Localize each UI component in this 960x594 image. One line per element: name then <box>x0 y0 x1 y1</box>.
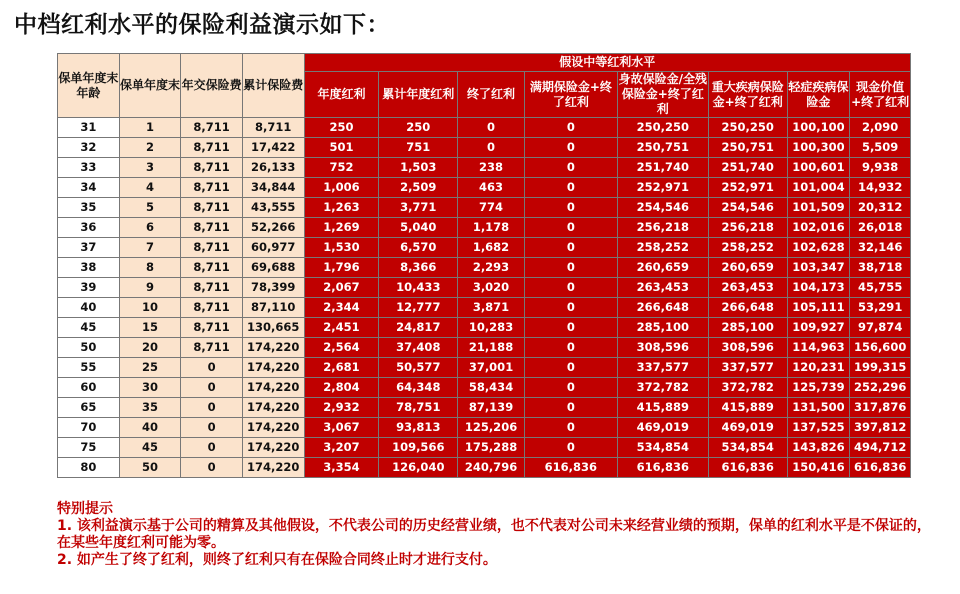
table-cell: 8,711 <box>181 258 243 278</box>
table-cell: 25 <box>119 358 181 378</box>
table-cell: 285,100 <box>708 318 787 338</box>
table-cell: 109,927 <box>787 318 850 338</box>
table-cell: 87,139 <box>458 398 525 418</box>
table-cell: 0 <box>524 278 617 298</box>
table-cell: 0 <box>524 118 617 138</box>
table-cell: 102,628 <box>787 238 850 258</box>
table-cell: 2,932 <box>304 398 379 418</box>
header-annual-premium: 年交保险费 <box>181 54 243 118</box>
table-cell: 0 <box>524 318 617 338</box>
table-cell: 105,111 <box>787 298 850 318</box>
table-cell: 55 <box>58 358 120 378</box>
note-item-2: 2. 如产生了终了红利，则终了红利只有在保险合同终止时才进行支付。 <box>57 552 497 568</box>
table-cell: 17,422 <box>242 138 304 158</box>
benefit-table <box>57 53 911 478</box>
table-cell: 256,218 <box>617 218 708 238</box>
table-cell: 8 <box>119 258 181 278</box>
table-cell: 8,366 <box>379 258 458 278</box>
table-cell: 174,220 <box>242 378 304 398</box>
table-cell: 0 <box>458 138 525 158</box>
table-cell: 260,659 <box>617 258 708 278</box>
table-cell: 501 <box>304 138 379 158</box>
table-cell: 174,220 <box>242 358 304 378</box>
table-cell: 31 <box>58 118 120 138</box>
table-cell: 58,434 <box>458 378 525 398</box>
table-cell: 469,019 <box>617 418 708 438</box>
table-cell: 0 <box>524 218 617 238</box>
table-cell: 774 <box>458 198 525 218</box>
table-cell: 8,711 <box>181 178 243 198</box>
table-cell: 0 <box>524 258 617 278</box>
table-row <box>58 418 911 438</box>
table-cell: 131,500 <box>787 398 850 418</box>
table-cell: 39 <box>58 278 120 298</box>
table-cell: 87,110 <box>242 298 304 318</box>
table-cell: 101,509 <box>787 198 850 218</box>
table-cell: 0 <box>181 398 243 418</box>
table-cell: 8,711 <box>181 218 243 238</box>
table-cell: 238 <box>458 158 525 178</box>
table-cell: 75 <box>58 438 120 458</box>
table-cell: 69,688 <box>242 258 304 278</box>
table-cell: 256,218 <box>708 218 787 238</box>
table-cell: 0 <box>181 458 243 478</box>
table-cell: 266,648 <box>617 298 708 318</box>
table-cell: 10,283 <box>458 318 525 338</box>
table-cell: 616,836 <box>708 458 787 478</box>
table-cell: 37,408 <box>379 338 458 358</box>
table-cell: 258,252 <box>617 238 708 258</box>
table-cell: 199,315 <box>850 358 911 378</box>
table-cell: 6,570 <box>379 238 458 258</box>
table-cell: 8,711 <box>181 158 243 178</box>
table-cell: 175,288 <box>458 438 525 458</box>
table-cell: 0 <box>181 358 243 378</box>
table-cell: 0 <box>524 378 617 398</box>
table-cell: 45 <box>119 438 181 458</box>
table-cell: 0 <box>524 338 617 358</box>
table-cell: 0 <box>524 158 617 178</box>
table-cell: 415,889 <box>708 398 787 418</box>
table-cell: 0 <box>524 138 617 158</box>
table-cell: 150,416 <box>787 458 850 478</box>
table-cell: 78,751 <box>379 398 458 418</box>
table-cell: 1,269 <box>304 218 379 238</box>
table-cell: 64,348 <box>379 378 458 398</box>
table-cell: 616,836 <box>850 458 911 478</box>
table-cell: 250 <box>304 118 379 138</box>
table-cell: 1,796 <box>304 258 379 278</box>
page-title: 中档红利水平的保险利益演示如下： <box>14 12 390 38</box>
table-row <box>58 318 911 338</box>
table-cell: 35 <box>119 398 181 418</box>
table-cell: 266,648 <box>708 298 787 318</box>
table-cell: 260,659 <box>708 258 787 278</box>
table-row <box>58 158 911 178</box>
table-cell: 252,296 <box>850 378 911 398</box>
table-cell: 250,250 <box>617 118 708 138</box>
table-cell: 252,971 <box>708 178 787 198</box>
table-cell: 2,067 <box>304 278 379 298</box>
header-annual-dividend: 年度红利 <box>304 72 379 118</box>
table-row <box>58 198 911 218</box>
table-cell: 125,206 <box>458 418 525 438</box>
table-cell: 263,453 <box>708 278 787 298</box>
header-death-benefit: 身故保险金/全残保险金+终了红利 <box>618 72 707 116</box>
table-cell: 32,146 <box>850 238 911 258</box>
table-cell: 174,220 <box>242 458 304 478</box>
table-cell: 102,016 <box>787 218 850 238</box>
table-cell: 3,354 <box>304 458 379 478</box>
table-cell: 53,291 <box>850 298 911 318</box>
table-cell: 285,100 <box>617 318 708 338</box>
table-cell: 0 <box>524 438 617 458</box>
table-cell: 65 <box>58 398 120 418</box>
table-cell: 174,220 <box>242 398 304 418</box>
table-cell: 100,100 <box>787 118 850 138</box>
table-cell: 3,067 <box>304 418 379 438</box>
table-row <box>58 338 911 358</box>
table-cell: 78,399 <box>242 278 304 298</box>
table-cell: 10,433 <box>379 278 458 298</box>
table-cell: 5 <box>119 198 181 218</box>
table-cell: 50 <box>119 458 181 478</box>
table-cell: 1,530 <box>304 238 379 258</box>
table-cell: 125,739 <box>787 378 850 398</box>
table-cell: 8,711 <box>181 198 243 218</box>
table-cell: 469,019 <box>708 418 787 438</box>
table-row <box>58 258 911 278</box>
table-cell: 60 <box>58 378 120 398</box>
table-cell: 0 <box>524 298 617 318</box>
table-cell: 30 <box>119 378 181 398</box>
table-cell: 97,874 <box>850 318 911 338</box>
table-cell: 104,173 <box>787 278 850 298</box>
table-cell: 40 <box>58 298 120 318</box>
table-cell: 372,782 <box>617 378 708 398</box>
table-row <box>58 398 911 418</box>
table-cell: 100,300 <box>787 138 850 158</box>
table-cell: 7 <box>119 238 181 258</box>
notes-section <box>57 501 937 569</box>
table-cell: 616,836 <box>617 458 708 478</box>
table-cell: 45 <box>58 318 120 338</box>
table-cell: 38,718 <box>850 258 911 278</box>
table-cell: 60,977 <box>242 238 304 258</box>
table-cell: 263,453 <box>617 278 708 298</box>
table-cell: 8,711 <box>181 118 243 138</box>
table-row <box>58 118 911 138</box>
table-cell: 9 <box>119 278 181 298</box>
table-cell: 35 <box>58 198 120 218</box>
table-cell: 34 <box>58 178 120 198</box>
table-cell: 8,711 <box>181 238 243 258</box>
table-cell: 43,555 <box>242 198 304 218</box>
table-body <box>58 118 911 478</box>
table-cell: 38 <box>58 258 120 278</box>
table-cell: 14,932 <box>850 178 911 198</box>
table-cell: 250,250 <box>708 118 787 138</box>
table-cell: 5,040 <box>379 218 458 238</box>
table-cell: 258,252 <box>708 238 787 258</box>
table-cell: 308,596 <box>617 338 708 358</box>
table-cell: 100,601 <box>787 158 850 178</box>
table-row <box>58 218 911 238</box>
table-cell: 36 <box>58 218 120 238</box>
table-cell: 752 <box>304 158 379 178</box>
header-critical-illness: 重大疾病保险金+终了红利 <box>708 72 787 118</box>
table-cell: 317,876 <box>850 398 911 418</box>
table-cell: 2,293 <box>458 258 525 278</box>
table-cell: 0 <box>458 118 525 138</box>
table-cell: 534,854 <box>617 438 708 458</box>
table-cell: 21,188 <box>458 338 525 358</box>
table-cell: 9,938 <box>850 158 911 178</box>
table-cell: 254,546 <box>617 198 708 218</box>
table-cell: 2,090 <box>850 118 911 138</box>
table-cell: 534,854 <box>708 438 787 458</box>
table-cell: 70 <box>58 418 120 438</box>
table-cell: 1,178 <box>458 218 525 238</box>
table-cell: 308,596 <box>708 338 787 358</box>
table-cell: 174,220 <box>242 418 304 438</box>
table-cell: 8,711 <box>242 118 304 138</box>
table-cell: 3,871 <box>458 298 525 318</box>
table-cell: 0 <box>524 358 617 378</box>
table-row <box>58 298 911 318</box>
table-cell: 337,577 <box>617 358 708 378</box>
table-cell: 2,509 <box>379 178 458 198</box>
table-cell: 8,711 <box>181 318 243 338</box>
table-cell: 2,681 <box>304 358 379 378</box>
table-cell: 8,711 <box>181 138 243 158</box>
table-cell: 1,006 <box>304 178 379 198</box>
table-row <box>58 238 911 258</box>
table-cell: 26,018 <box>850 218 911 238</box>
table-cell: 101,004 <box>787 178 850 198</box>
table-cell: 494,712 <box>850 438 911 458</box>
table-cell: 24,817 <box>379 318 458 338</box>
table-cell: 3 <box>119 158 181 178</box>
table-cell: 1,682 <box>458 238 525 258</box>
table-cell: 240,796 <box>458 458 525 478</box>
table-cell: 3,207 <box>304 438 379 458</box>
header-scenario-group: 假设中等红利水平 <box>304 54 910 72</box>
header-cash-value: 现金价值+终了红利 <box>850 72 911 118</box>
table-cell: 15 <box>119 318 181 338</box>
table-cell: 8,711 <box>181 298 243 318</box>
table-cell: 2,804 <box>304 378 379 398</box>
header-cumulative-dividend: 累计年度红利 <box>379 72 458 118</box>
table-cell: 2 <box>119 138 181 158</box>
table-cell: 174,220 <box>242 438 304 458</box>
table-cell: 0 <box>524 178 617 198</box>
table-row <box>58 278 911 298</box>
header-policy-year: 保单年度末 <box>119 54 181 118</box>
table-cell: 0 <box>524 198 617 218</box>
table-cell: 372,782 <box>708 378 787 398</box>
table-cell: 143,826 <box>787 438 850 458</box>
table-cell: 250,751 <box>708 138 787 158</box>
table-row <box>58 178 911 198</box>
table-cell: 37,001 <box>458 358 525 378</box>
table-cell: 6 <box>119 218 181 238</box>
table-cell: 80 <box>58 458 120 478</box>
table-cell: 0 <box>524 418 617 438</box>
table-cell: 251,740 <box>617 158 708 178</box>
table-cell: 5,509 <box>850 138 911 158</box>
table-cell: 40 <box>119 418 181 438</box>
header-terminal-dividend: 终了红利 <box>458 72 525 118</box>
table-cell: 0 <box>181 418 243 438</box>
table-cell: 120,231 <box>787 358 850 378</box>
table-cell: 4 <box>119 178 181 198</box>
table-cell: 1,263 <box>304 198 379 218</box>
table-cell: 50 <box>58 338 120 358</box>
table-cell: 114,963 <box>787 338 850 358</box>
table-cell: 50,577 <box>379 358 458 378</box>
header-maturity-benefit: 满期保险金+终了红利 <box>524 72 617 118</box>
table-cell: 397,812 <box>850 418 911 438</box>
table-cell: 254,546 <box>708 198 787 218</box>
notes-heading: 特别提示 <box>57 501 113 517</box>
table-cell: 1 <box>119 118 181 138</box>
table-cell: 174,220 <box>242 338 304 358</box>
table-row <box>58 358 911 378</box>
table-cell: 1,503 <box>379 158 458 178</box>
table-cell: 463 <box>458 178 525 198</box>
header-age: 保单年度末年龄 <box>58 54 120 118</box>
table-cell: 52,266 <box>242 218 304 238</box>
table-cell: 33 <box>58 158 120 178</box>
table-cell: 2,344 <box>304 298 379 318</box>
table-cell: 130,665 <box>242 318 304 338</box>
table-cell: 3,771 <box>379 198 458 218</box>
table-cell: 26,133 <box>242 158 304 178</box>
table-cell: 415,889 <box>617 398 708 418</box>
table-row <box>58 138 911 158</box>
table-cell: 8,711 <box>181 338 243 358</box>
table-cell: 250 <box>379 118 458 138</box>
header-cumulative-premium: 累计保险费 <box>242 54 304 118</box>
table-cell: 3,020 <box>458 278 525 298</box>
note-item-1: 1. 该利益演示基于公司的精算及其他假设，不代表公司的历史经营业绩，也不代表对公司未来经营业绩的预期，保单的红利水平是不保证的，在某些年度红利可能为零。 <box>57 518 931 551</box>
table-cell: 20,312 <box>850 198 911 218</box>
table-cell: 109,566 <box>379 438 458 458</box>
table-cell: 12,777 <box>379 298 458 318</box>
table-cell: 616,836 <box>524 458 617 478</box>
table-cell: 2,564 <box>304 338 379 358</box>
table-cell: 8,711 <box>181 278 243 298</box>
table-cell: 10 <box>119 298 181 318</box>
header-mild-illness: 轻症疾病保险金 <box>787 72 850 118</box>
table-cell: 32 <box>58 138 120 158</box>
table-cell: 2,451 <box>304 318 379 338</box>
table-cell: 37 <box>58 238 120 258</box>
table-cell: 45,755 <box>850 278 911 298</box>
table-cell: 252,971 <box>617 178 708 198</box>
table-cell: 0 <box>181 438 243 458</box>
table-row <box>58 438 911 458</box>
table-cell: 337,577 <box>708 358 787 378</box>
table-row <box>58 378 911 398</box>
table-cell: 103,347 <box>787 258 850 278</box>
table-cell: 0 <box>524 238 617 258</box>
table-cell: 250,751 <box>617 138 708 158</box>
table-cell: 0 <box>181 378 243 398</box>
table-cell: 93,813 <box>379 418 458 438</box>
table-cell: 251,740 <box>708 158 787 178</box>
table-cell: 126,040 <box>379 458 458 478</box>
table-cell: 34,844 <box>242 178 304 198</box>
table-cell: 137,525 <box>787 418 850 438</box>
table-cell: 751 <box>379 138 458 158</box>
table-cell: 0 <box>524 398 617 418</box>
table-row <box>58 458 911 478</box>
table-cell: 156,600 <box>850 338 911 358</box>
table-cell: 20 <box>119 338 181 358</box>
